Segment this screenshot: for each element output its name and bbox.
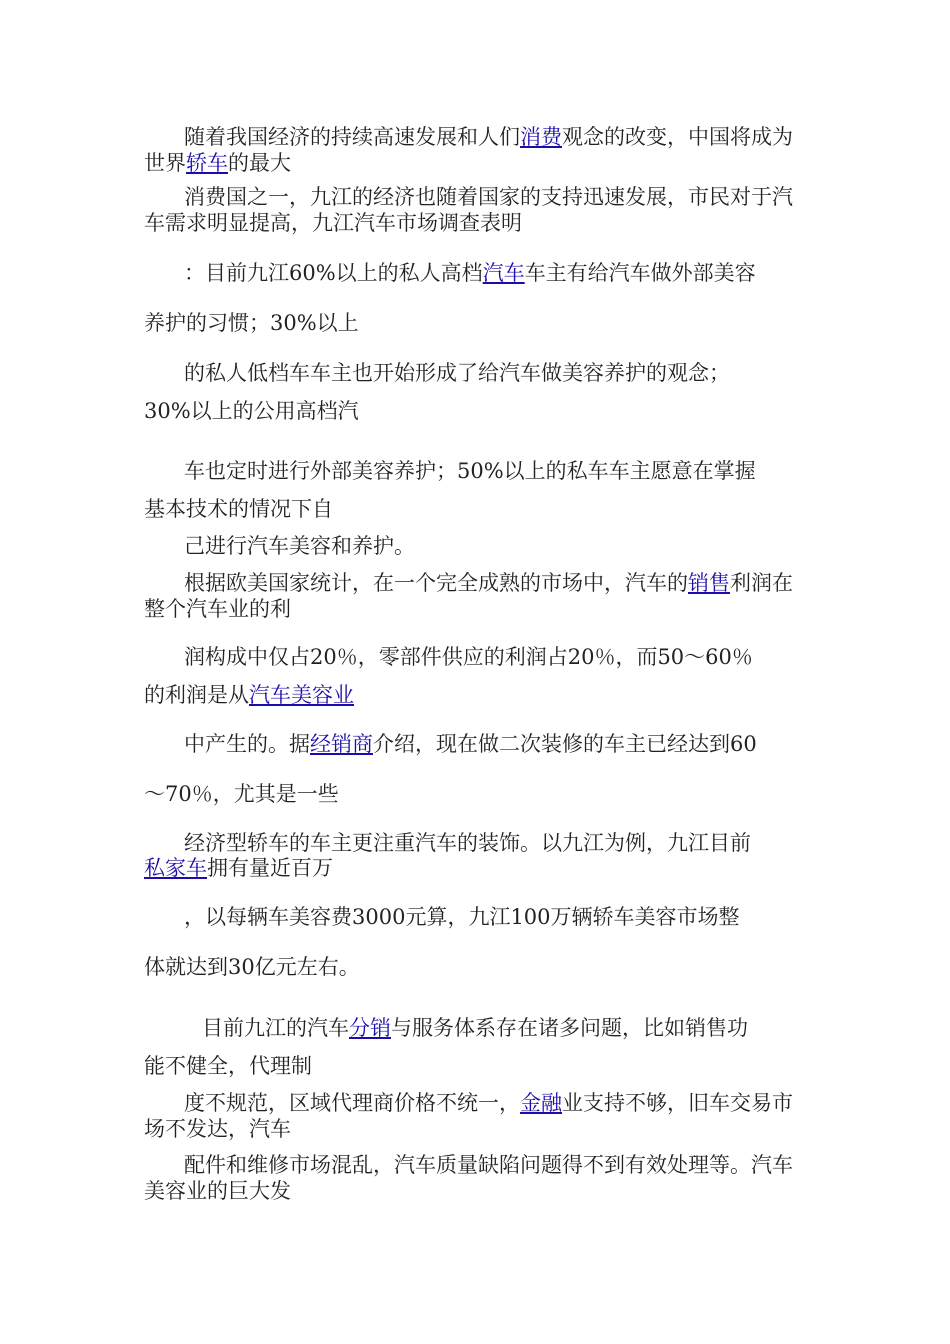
paragraph-line bbox=[144, 1053, 804, 1079]
text-run: 度不规范，区域代理商价格不统一， bbox=[184, 1091, 520, 1115]
text-run: 观念的改变，中国将成为世界 bbox=[144, 125, 793, 175]
text-run: 能不健全，代理制 bbox=[144, 1054, 312, 1078]
text-run: ，以每辆车美容费3000元算，九江100万辆轿车美容市场整 bbox=[184, 905, 740, 929]
text-run: 己进行汽车美容和养护。 bbox=[184, 534, 415, 558]
paragraph bbox=[144, 731, 804, 757]
text-run: 随着我国经济的持续高速发展和人们 bbox=[184, 125, 520, 149]
link-sedan[interactable]: 轿车 bbox=[186, 151, 228, 175]
link-car-beauty-industry[interactable]: 汽车美容业 bbox=[249, 683, 354, 707]
paragraph bbox=[144, 260, 804, 286]
link-sales[interactable]: 销售 bbox=[688, 571, 730, 595]
text-run: ：目前九江60%以上的私人高档 bbox=[184, 261, 483, 285]
text-run: 的最大 bbox=[228, 151, 291, 175]
text-run: 的利润是从 bbox=[144, 683, 249, 707]
paragraph bbox=[144, 1015, 804, 1041]
link-dealer[interactable]: 经销商 bbox=[310, 732, 373, 756]
link-private-car[interactable]: 私家车 bbox=[144, 856, 207, 880]
text-run: 润构成中仅占20％，零部件供应的利润占20％，而50～60％ bbox=[184, 645, 753, 669]
text-run: 利润在整个汽车业的利 bbox=[144, 571, 793, 621]
paragraph bbox=[144, 533, 804, 559]
paragraph-line bbox=[144, 398, 804, 424]
text-run: 中产生的。据 bbox=[184, 732, 310, 756]
paragraph bbox=[144, 1152, 804, 1204]
text-run: 基本技术的情况下自 bbox=[144, 497, 333, 521]
paragraph bbox=[144, 1090, 804, 1142]
text-run: 车也定时进行外部美容养护；50%以上的私车车主愿意在掌握 bbox=[184, 459, 756, 483]
text-run: 经济型轿车的车主更注重汽车的装饰。以九江为例，九江目前 bbox=[184, 831, 751, 855]
link-finance[interactable]: 金融 bbox=[520, 1091, 562, 1115]
text-run: 配件和维修市场混乱，汽车质量缺陷问题得不到有效处理等。汽车美容业的巨大发 bbox=[144, 1153, 793, 1203]
paragraph bbox=[144, 360, 804, 386]
paragraph bbox=[144, 570, 804, 622]
text-run: ～70％，尤其是一些 bbox=[144, 782, 339, 806]
text-run: 介绍，现在做二次装修的车主已经达到60 bbox=[373, 732, 757, 756]
paragraph bbox=[144, 644, 804, 670]
paragraph bbox=[144, 184, 804, 236]
paragraph-line bbox=[144, 682, 804, 708]
link-distribution[interactable]: 分销 bbox=[349, 1016, 391, 1040]
link-consumption[interactable]: 消费 bbox=[520, 125, 562, 149]
text-run: 30%以上的公用高档汽 bbox=[144, 399, 359, 423]
paragraph-line bbox=[144, 954, 804, 980]
text-run: 拥有量近百万 bbox=[207, 856, 333, 880]
paragraph-line bbox=[144, 781, 804, 807]
paragraph bbox=[144, 830, 804, 856]
text-run: 消费国之一，九江的经济也随着国家的支持迅速发展，市民对于汽车需求明显提高，九江汽车市场调查表明 bbox=[144, 185, 793, 235]
text-run: 目前九江的汽车 bbox=[202, 1016, 349, 1040]
paragraph bbox=[144, 904, 804, 930]
text-run: 业支持不够，旧车交易市场不发达，汽车 bbox=[144, 1091, 793, 1141]
text-run: 体就达到30亿元左右。 bbox=[144, 955, 360, 979]
text-run: 与服务体系存在诸多问题，比如销售功 bbox=[391, 1016, 748, 1040]
paragraph-line bbox=[144, 855, 804, 881]
text-run: 车主有给汽车做外部美容 bbox=[524, 261, 756, 285]
paragraph bbox=[144, 124, 804, 176]
paragraph-line bbox=[144, 310, 804, 336]
paragraph-line bbox=[144, 496, 804, 522]
paragraph bbox=[144, 458, 804, 484]
text-run: 根据欧美国家统计，在一个完全成熟的市场中，汽车的 bbox=[184, 571, 688, 595]
text-run: 的私人低档车车主也开始形成了给汽车做美容养护的观念； bbox=[184, 361, 730, 385]
text-run: 养护的习惯；30%以上 bbox=[144, 311, 359, 335]
link-car[interactable]: 汽车 bbox=[482, 261, 525, 285]
